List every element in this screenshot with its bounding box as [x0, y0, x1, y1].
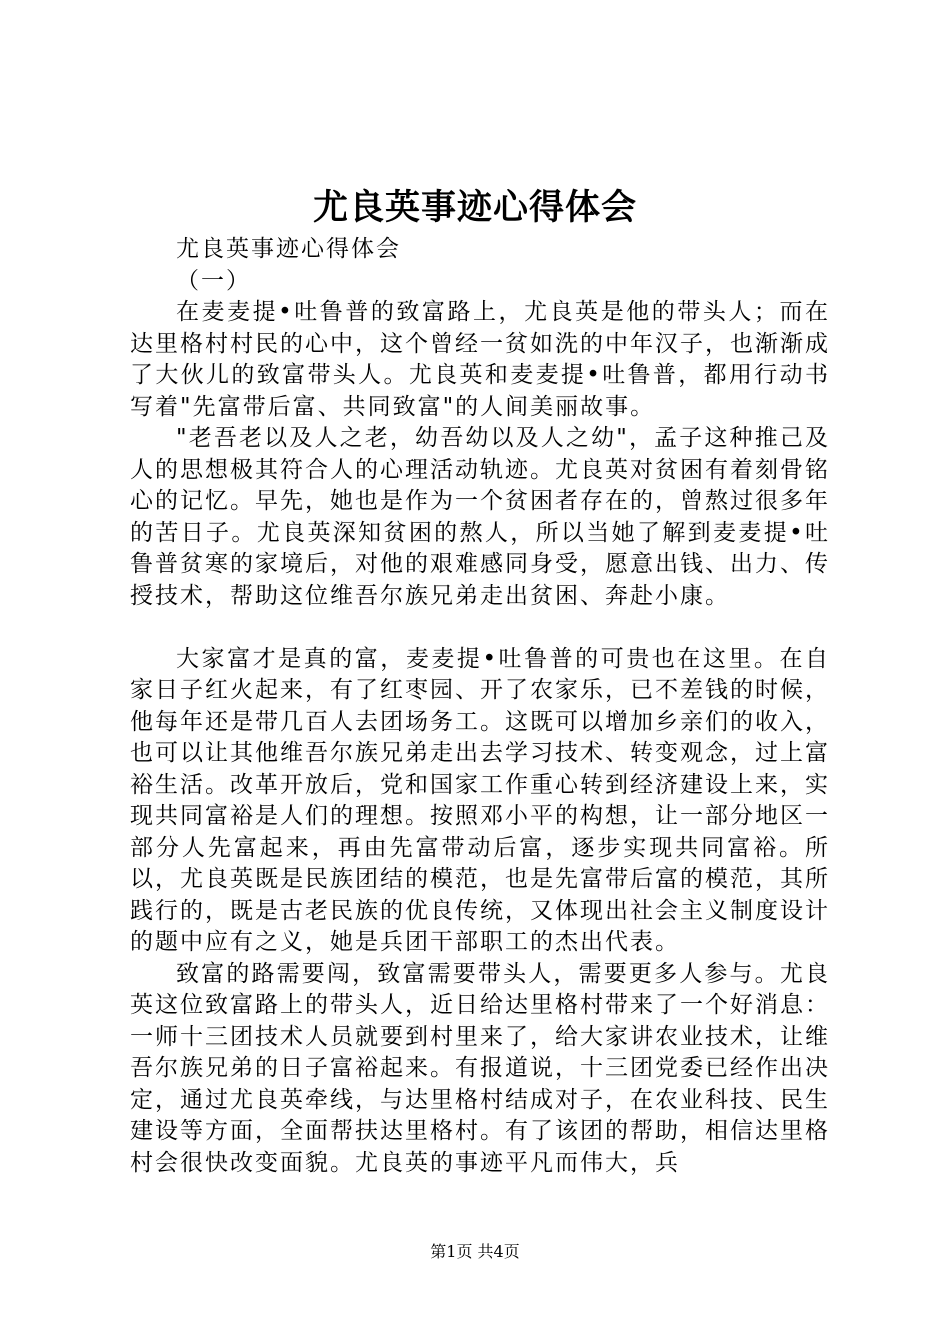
paragraph: 在麦麦提•吐鲁普的致富路上，尤良英是他的带头人；而在达里格村村民的心中，这个曾经一贫如洗的中年汉子，也渐渐成了大伙儿的致富带头人。尤良英和麦麦提•吐鲁普，都用行动书写着"先富带后富、共同致富"的人间美丽故事。: [130, 299, 830, 420]
section-label: （一）: [176, 267, 251, 294]
subtitle-line: 尤良英事迹心得体会: [176, 236, 401, 262]
paragraph: "老吾老以及人之老，幼吾幼以及人之幼"，孟子这种推己及人的思想极其符合人的心理活动轨迹。尤良英对贫困有着刻骨铭心的记忆。早先，她也是作为一个贫困者存在的，曾熬过很多年的苦日子。尤良英深知贫困的熬人，所以当她了解到麦麦提•吐鲁普贫寒的家境后，对他的艰难感同身受，愿意出钱、出力、传授技术，帮助这位维吾尔族兄弟走出贫困、奔赴小康。: [130, 425, 830, 609]
document-body: [130, 234, 830, 1179]
paragraph: 大家富才是真的富，麦麦提•吐鲁普的可贵也在这里。在自家日子红火起来，有了红枣园、开了农家乐，已不差钱的时候，他每年还是带几百人去团场务工。这既可以增加乡亲们的收入，也可以让其他维吾尔族兄弟走出去学习技术、转变观念，过上富裕生活。改革开放后，党和国家工作重心转到经济建设上来，实现共同富裕是人们的理想。按照邓小平的构想，让一部分地区一部分人先富起来，再由先富带动后富，逐步实现共同富裕。所以，尤良英既是民族团结的模范，也是先富带后富的模范，其所践行的，既是古老民族的优良传统，又体现出社会主义制度设计的题中应有之义，她是兵团干部职工的杰出代表。: [130, 645, 830, 955]
paragraph: 致富的路需要闯，致富需要带头人，需要更多人参与。尤良英这位致富路上的带头人，近日给达里格村带来了一个好消息：一师十三团技术人员就要到村里来了，给大家讲农业技术，让维吾尔族兄弟的日子富裕起来。有报道说，十三团党委已经作出决定，通过尤良英牵线，与达里格村结成对子，在农业科技、民生建设等方面，全面帮扶达里格村。有了该团的帮助，相信达里格村会很快改变面貌。尤良英的事迹平凡而伟大，兵: [130, 960, 830, 1176]
document-title: 尤良英事迹心得体会: [312, 187, 637, 228]
page-footer: 第1页 共4页: [430, 1242, 520, 1261]
